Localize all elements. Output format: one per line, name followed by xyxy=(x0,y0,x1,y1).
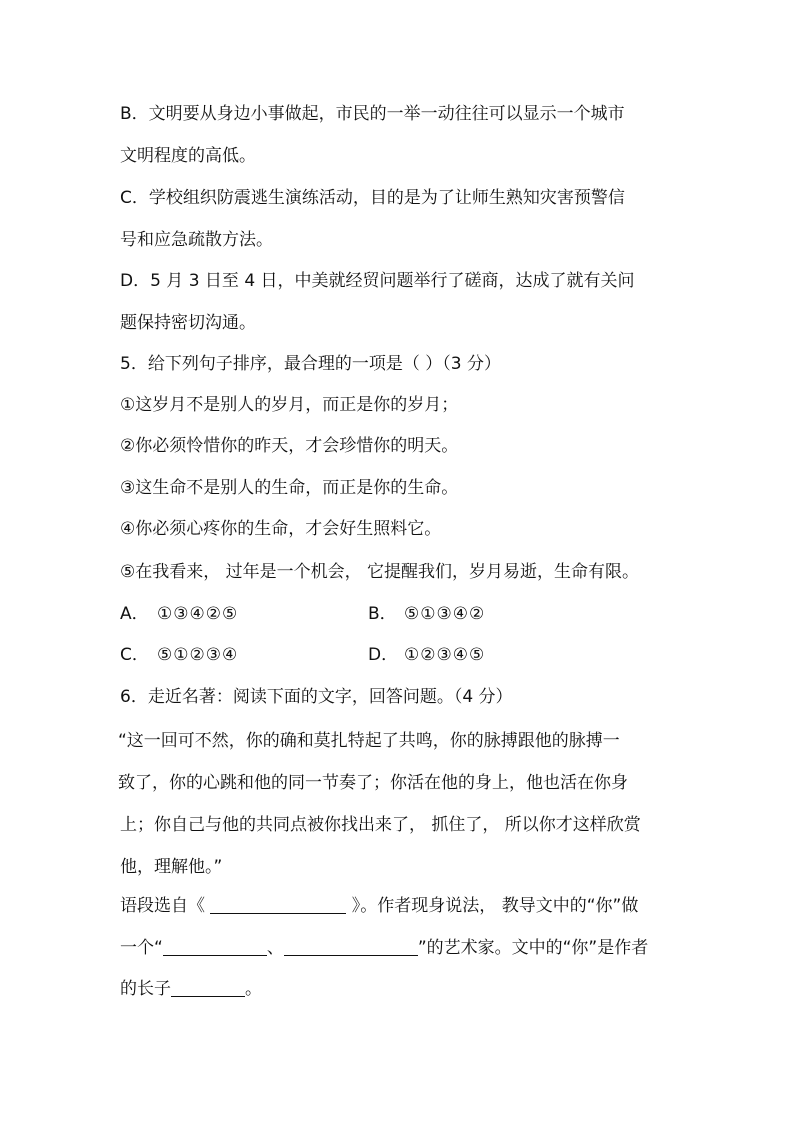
choice-c-label: C． xyxy=(120,645,149,665)
eldest-son-blank[interactable] xyxy=(171,978,245,997)
sentence-3: ③这生命不是别人的生命，而正是你的生命。 xyxy=(120,478,459,498)
answer-1-suffix: 》。作者现身说法， 教导文中的“你”做 xyxy=(346,896,639,916)
choice-c-value: ⑤①②③④ xyxy=(157,645,239,665)
choice-d-value: ①②③④⑤ xyxy=(404,645,486,665)
sentence-4: ④你必须心疼你的生命，才会好生照料它。 xyxy=(120,519,442,539)
answer-2-separator: 、 xyxy=(266,938,284,958)
quote-line-1: “这一回可不然，你的确和莫扎特起了共鸣，你的脉搏跟他的脉搏一 xyxy=(118,731,620,751)
answer-2-prefix: 一个“ xyxy=(120,938,163,958)
answer-line-1 xyxy=(120,894,638,918)
quote-line-3: 上；你自己与他的共同点被你找出来了， 抓住了， 所以你才这样欣赏 xyxy=(120,815,641,835)
option-c-line-1: C．学校组织防震逃生演练活动，目的是为了让师生熟知灾害预警信 xyxy=(120,188,625,208)
choice-d-label: D． xyxy=(368,645,399,665)
quote-line-4: 他，理解他。” xyxy=(120,857,223,877)
option-c-line-2: 号和应急疏散方法。 xyxy=(120,230,273,250)
choice-b-value: ⑤①③④② xyxy=(404,604,486,624)
choice-a-value: ①③④②⑤ xyxy=(157,604,239,624)
book-title-blank[interactable] xyxy=(210,895,346,914)
option-d-line-2: 题保持密切沟通。 xyxy=(120,313,256,333)
sentence-5: ⑤在我看来， 过年是一个机会， 它提醒我们，岁月易逝，生命有限。 xyxy=(120,562,640,582)
answer-3-suffix: 。 xyxy=(245,979,262,999)
artist-quality-blank-1[interactable] xyxy=(163,937,267,956)
sentence-1: ①这岁月不是别人的岁月，而正是你的岁月； xyxy=(120,395,459,415)
question-6-stem: 6．走近名著：阅读下面的文字，回答问题。（4 分） xyxy=(120,687,513,707)
answer-line-3 xyxy=(120,977,262,1001)
quote-line-2: 致了，你的心跳和他的同一节奏了；你活在他的身上，他也活在你身 xyxy=(118,773,628,793)
artist-quality-blank-2[interactable] xyxy=(284,937,418,956)
option-d-line-1: D．5 月 3 日至 4 日，中美就经贸问题举行了磋商，达成了就有关问 xyxy=(120,271,635,291)
answer-line-2 xyxy=(120,936,648,960)
answer-3-prefix: 的长子 xyxy=(120,979,171,999)
sentence-2: ②你必须怜惜你的昨天，才会珍惜你的明天。 xyxy=(120,436,459,456)
choice-b-label: B． xyxy=(368,604,397,624)
answer-2-suffix: ”的艺术家。文中的“你”是作者 xyxy=(417,938,649,958)
option-b-line-2: 文明程度的高低。 xyxy=(120,146,256,166)
answer-1-prefix: 语段选自《 xyxy=(120,896,211,916)
question-5-stem: 5．给下列句子排序，最合理的一项是（ ）（3 分） xyxy=(120,354,501,374)
option-b-line-1: B．文明要从身边小事做起，市民的一举一动往往可以显示一个城市 xyxy=(120,104,625,124)
choice-a-label: A． xyxy=(120,604,149,624)
